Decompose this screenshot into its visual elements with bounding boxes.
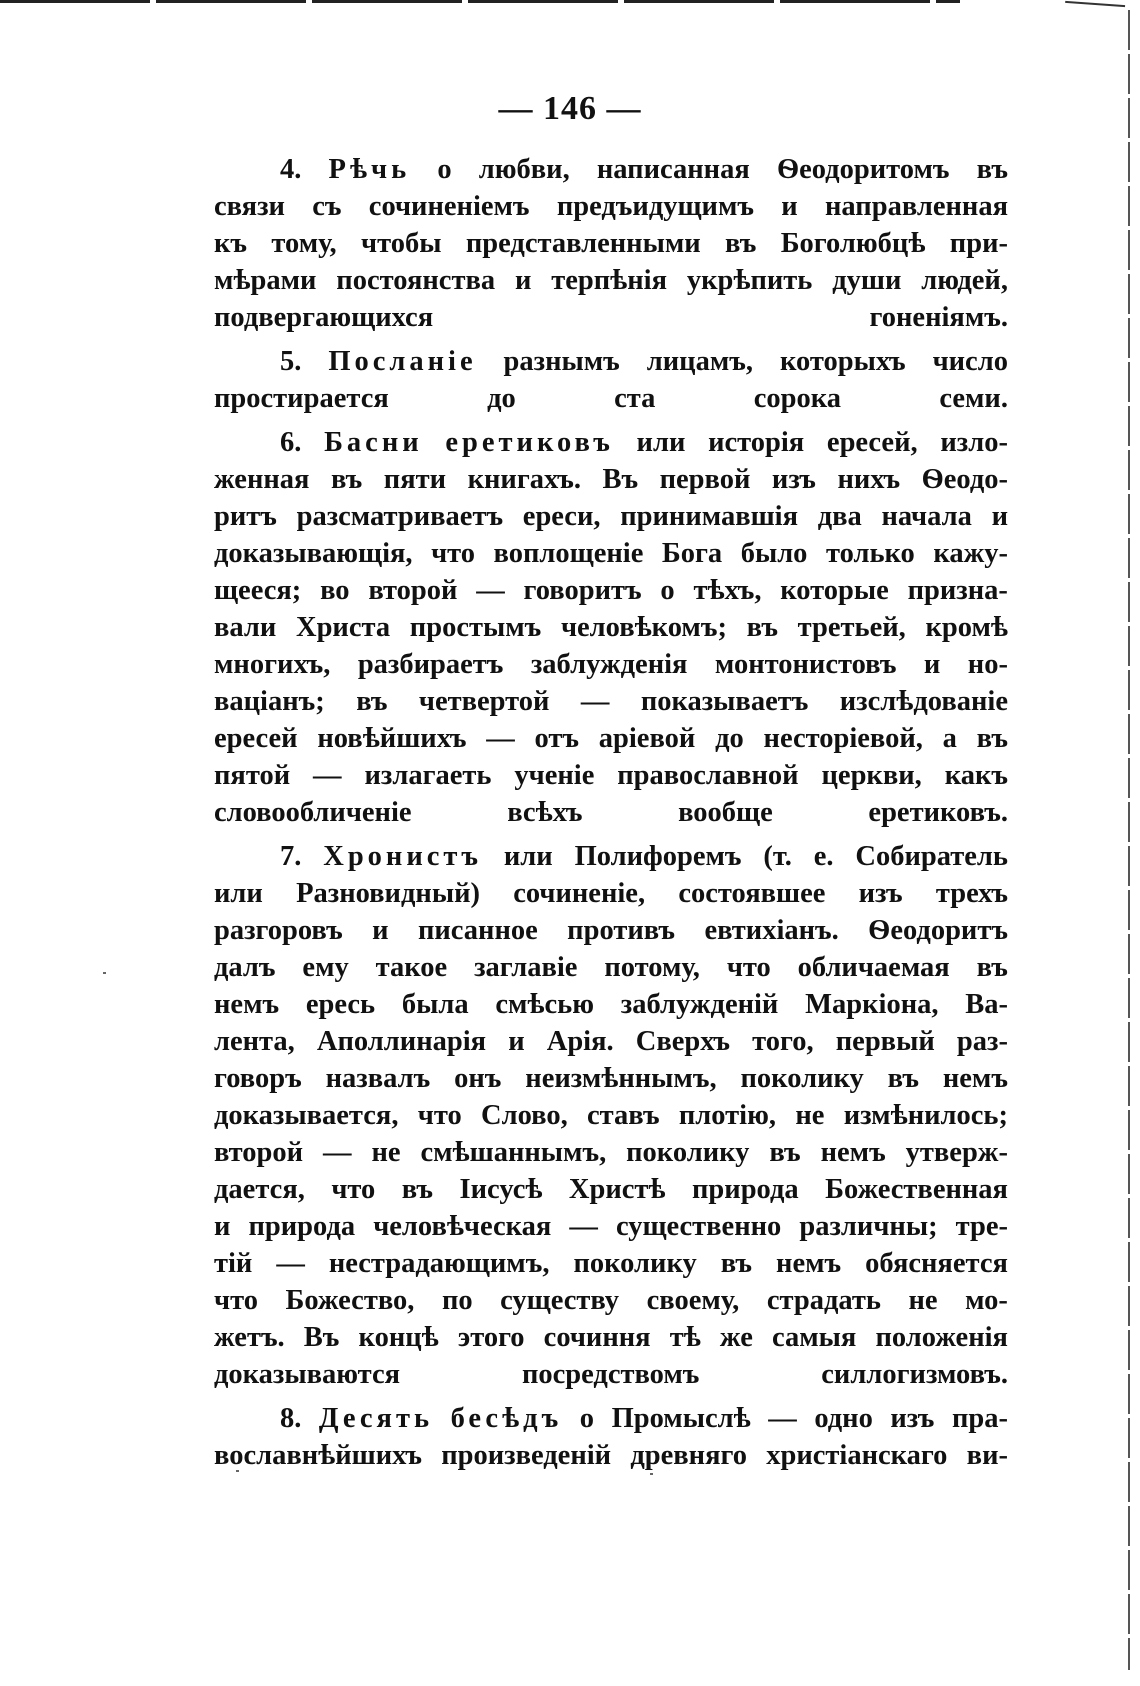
text-line [214,720,1008,757]
word: любви, [478,154,570,185]
word: еретиковъ. [868,797,1008,828]
word: постоянства [336,265,496,296]
right-page-edge [1128,10,1130,1670]
word: вали [214,612,277,643]
word: въ [769,1137,801,1168]
word: тѣхъ, [693,575,762,606]
word: при- [949,228,1008,259]
word: писанное [417,915,538,946]
word: Божество, [285,1285,415,1316]
word: два [817,501,862,532]
word: простирается [214,383,389,414]
word: разсматриваетъ [296,501,504,532]
word: ста [614,383,656,414]
word: поколику [573,1248,697,1279]
text-line [214,912,1008,949]
text-line [214,424,1008,461]
text-line [214,1356,1008,1393]
word: въ [330,464,363,495]
word: изъ [858,878,903,909]
word: и [214,1211,231,1242]
word: немъ [776,1248,842,1279]
word: онъ [454,1063,502,1094]
word: дается, [214,1174,305,1205]
word: изъ [771,464,816,495]
word: о [660,575,675,606]
word: въ [356,686,388,717]
word: концѣ [358,1322,439,1353]
word: доказывающія, [214,538,413,569]
word: въ [887,1063,919,1094]
word: принимавшія [620,501,799,532]
word: не [908,1285,938,1316]
page-number: — 146 — [498,90,642,127]
word: только [825,538,915,569]
word: вославнѣйшихъ [214,1440,422,1471]
word: предъидущимъ [556,191,755,222]
word: ви- [966,1440,1008,1471]
word: поколику [740,1063,864,1094]
word: четвертой [418,686,550,717]
text-line [214,572,1008,609]
word: Полифоремъ [574,841,742,872]
word: женная [214,464,310,495]
word: произведеній [441,1440,612,1471]
word: исторія [708,427,805,458]
text-line [214,1319,1008,1356]
word: второй [214,1137,304,1168]
word: сорока [753,383,842,414]
text-line [214,949,1008,986]
word: Разновидный) [296,878,480,909]
word: души [832,265,902,296]
word: назвалъ [325,1063,431,1094]
word: положенія [875,1322,1008,1353]
text-line [214,1023,1008,1060]
word: Ѳеодо- [921,464,1008,495]
word: 7. [280,841,302,872]
word: и [372,915,389,946]
word: третьей, [797,612,906,643]
word: простымъ [409,612,542,643]
word: монтонистовъ [714,649,897,680]
word: мо- [965,1285,1008,1316]
word: страдать [766,1285,881,1316]
word: самыя [771,1322,857,1353]
word: 4. [280,154,302,185]
word: разгоровъ [214,915,343,946]
word: первой [659,464,751,495]
text-line [214,986,1008,1023]
word: православной [617,760,799,791]
word: Христѣ [568,1174,666,1205]
word: жетъ. [214,1322,285,1353]
word: неизмѣннымъ, [525,1063,717,1094]
word: немъ [820,1137,886,1168]
word: ересей [214,723,298,754]
text-line [214,535,1008,572]
word: призна- [907,575,1008,606]
text-line [214,1437,1008,1474]
word: Въ [303,1322,340,1353]
paragraph [214,838,1008,1393]
word: Ѳеодоритомъ [776,154,950,185]
word: природа [692,1174,799,1205]
text-line [214,1282,1008,1319]
word: кажу- [933,538,1008,569]
word: словообличеніе [214,797,412,828]
word: изслѣдованіе [839,686,1008,717]
word: второй [368,575,458,606]
word: что [331,1174,376,1205]
word: евтихіанъ. [704,915,839,946]
word: бесѣдъ [450,1403,563,1434]
word: кромѣ [925,612,1008,643]
word: книгахъ. [467,464,581,495]
word: а [942,723,957,754]
word: Промыслѣ [611,1403,751,1434]
word: о [579,1403,595,1434]
word: не [371,1137,401,1168]
word: но- [967,649,1008,680]
word: связи [214,191,285,222]
text-line [214,875,1008,912]
word: къ [214,228,248,259]
word: ваціанъ; [214,686,325,717]
word: сочиння [543,1322,651,1353]
word: нихъ [837,464,901,495]
word: поколику [626,1137,750,1168]
word: о [437,154,452,185]
paragraph [214,424,1008,831]
word: Іисусѣ [459,1174,543,1205]
word: Боголюбцѣ [780,228,926,259]
word: была [401,989,469,1020]
word: несторіевой, [763,723,923,754]
word: и [991,501,1008,532]
word: и [781,191,798,222]
word: въ [725,228,757,259]
text-line [214,1208,1008,1245]
word: написанная [596,154,750,185]
word: существу [500,1285,620,1316]
word: — [768,1403,797,1434]
text-line [214,1134,1008,1171]
text-line [214,794,1008,831]
word: заблужденій [620,989,779,1020]
word: природа [248,1211,356,1242]
text-line [214,498,1008,535]
word: аріевой [598,723,696,754]
word: своему, [646,1285,740,1316]
paragraph [214,151,1008,336]
word: пятой [214,760,291,791]
word: ересей, [826,427,918,458]
word: до [715,723,744,754]
word: — [580,686,610,717]
word: которые [780,575,889,606]
word: или [503,841,553,872]
word: или [214,878,263,909]
word: обясняется [865,1248,1008,1279]
word: отъ [534,723,580,754]
word: первый [835,1026,935,1057]
word: изло- [940,427,1008,458]
word: терпѣнія [551,265,667,296]
word: 8. [280,1403,302,1434]
word: силлогизмовъ. [821,1359,1008,1390]
word: Аполлинарія [316,1026,487,1057]
word: трехъ [935,878,1008,909]
word: тѣ [669,1322,701,1353]
paragraph [214,343,1008,417]
top-right-mark [1065,1,1125,11]
text-line [214,262,1008,299]
word: Маркіона, [805,989,939,1020]
word: — [486,723,515,754]
word: что [431,538,476,569]
text-line [214,188,1008,225]
word: воплощеніе [493,538,644,569]
word: 5. [280,346,302,377]
word: разбираетъ [357,649,504,680]
text-line [214,1245,1008,1282]
word: что [417,1100,462,1131]
word: же [719,1322,753,1353]
word: Ѳеодоритъ [868,915,1008,946]
word: гоненіямъ. [869,302,1008,333]
word: потому, [604,952,700,983]
word: въ [976,154,1008,185]
word: что [726,952,771,983]
text-line [214,683,1008,720]
word: мѣрами [214,265,317,296]
word: Въ [602,464,639,495]
word: всѣхъ [507,797,583,828]
word: — [323,1137,352,1168]
word: число [932,346,1008,377]
word: Ва- [965,989,1008,1020]
word: лента, [214,1026,295,1057]
word: немъ [214,989,280,1020]
word: — [476,575,505,606]
word: показываетъ [640,686,809,717]
text-line [214,299,1008,336]
word: заблужденія [530,649,688,680]
word: 6. [280,427,302,458]
word: и [514,265,532,296]
word: съ [312,191,342,222]
word: не [795,1100,825,1131]
word: Бога [661,538,723,569]
word: человѣческая [373,1211,552,1242]
word: начала [881,501,972,532]
word: тій [214,1248,253,1279]
word: представленными [465,228,701,259]
word: ритъ [214,501,277,532]
word: лицамъ, [646,346,753,377]
word: и [508,1026,525,1057]
word: до [487,383,516,414]
word: Слово, [481,1100,568,1131]
text-line [214,343,1008,380]
word: щееся; [214,575,302,606]
text-line [214,757,1008,794]
word: во [320,575,350,606]
word: Божественная [825,1174,1008,1205]
text-column [214,151,1008,1481]
word: — [313,760,342,791]
word: подвергающихся [214,302,434,333]
word: Сверхъ [635,1026,731,1057]
word: еретиковъ [445,427,614,458]
word: и [923,649,941,680]
word: сочиненіемъ [368,191,530,222]
word: излагаеть [364,760,492,791]
word: пра- [951,1403,1008,1434]
word: что [214,1285,258,1316]
word: доказывается, [214,1100,399,1131]
word: направленная [825,191,1008,222]
word: по [441,1285,473,1316]
word: немъ [942,1063,1008,1094]
text-line [214,1060,1008,1097]
word: одно [814,1403,873,1434]
text-line [214,151,1008,188]
word: ереси, [522,501,601,532]
word: древняго [630,1440,747,1471]
word: утверж- [905,1137,1008,1168]
word: въ [976,723,1008,754]
word: тре- [955,1211,1008,1242]
word: существенно [615,1211,782,1242]
word: ставъ [587,1100,660,1131]
word: Арія. [546,1026,614,1057]
word: смѣшаннымъ, [420,1137,607,1168]
word: обличаемая [797,952,950,983]
word: разнымъ [503,346,620,377]
word: (т. [763,841,792,872]
word: плотію, [678,1100,776,1131]
word: ересь [305,989,376,1020]
word: раз- [956,1026,1008,1057]
word: е. [813,841,834,872]
word: Посланіе [328,346,477,377]
word: пяти [383,464,447,495]
text-line [214,225,1008,262]
word: — [276,1248,305,1279]
text-line [214,609,1008,646]
word: вообще [678,797,773,828]
word: Десять [318,1403,434,1434]
word: того, [752,1026,814,1057]
word: различны; [799,1211,938,1242]
text-line [214,1097,1008,1134]
scan-speck [103,972,106,974]
word: Хронистъ [323,841,483,872]
word: ученіе [514,760,595,791]
word: Басни [324,427,423,458]
word: въ [746,612,778,643]
paragraph [214,1400,1008,1474]
word: ему [302,952,349,983]
word: смѣсью [495,989,594,1020]
word: церкви, [821,760,922,791]
word: нестрадающимъ, [328,1248,550,1279]
word: этого [457,1322,525,1353]
text-line [214,838,1008,875]
word: тому, [271,228,337,259]
text-line [214,461,1008,498]
text-line [214,380,1008,417]
word: Собиратель [855,841,1008,872]
word: измѣнилось; [843,1100,1008,1131]
word: укрѣпить [686,265,813,296]
word: въ [401,1174,434,1205]
word: людей, [921,265,1008,296]
word: чтобы [361,228,442,259]
word: въ [720,1248,753,1279]
word: или [636,427,686,458]
word: которыхъ [779,346,906,377]
word: посредствомъ [521,1359,700,1390]
word: Христа [296,612,391,643]
word: говоръ [214,1063,302,1094]
word: противъ [567,915,676,946]
text-line [214,646,1008,683]
text-line [214,1171,1008,1208]
word: далъ [214,952,276,983]
word: какъ [944,760,1008,791]
top-border-rule [0,0,960,3]
word: сочиненіе, [513,878,646,909]
word: семи. [939,383,1008,414]
word: было [740,538,808,569]
word: Рѣчь [328,154,411,185]
word: изъ [890,1403,935,1434]
word: доказываются [214,1359,401,1390]
word: заглавіе [474,952,578,983]
word: такое [375,952,448,983]
word: христіанскаго [766,1440,948,1471]
word: говоритъ [523,575,642,606]
text-line [214,1400,1008,1437]
word: — [569,1211,598,1242]
word: многихъ, [214,649,331,680]
word: человѣкомъ; [560,612,727,643]
word: состоявшее [678,878,826,909]
word: въ [976,952,1008,983]
word: новѣйшихъ [317,723,467,754]
